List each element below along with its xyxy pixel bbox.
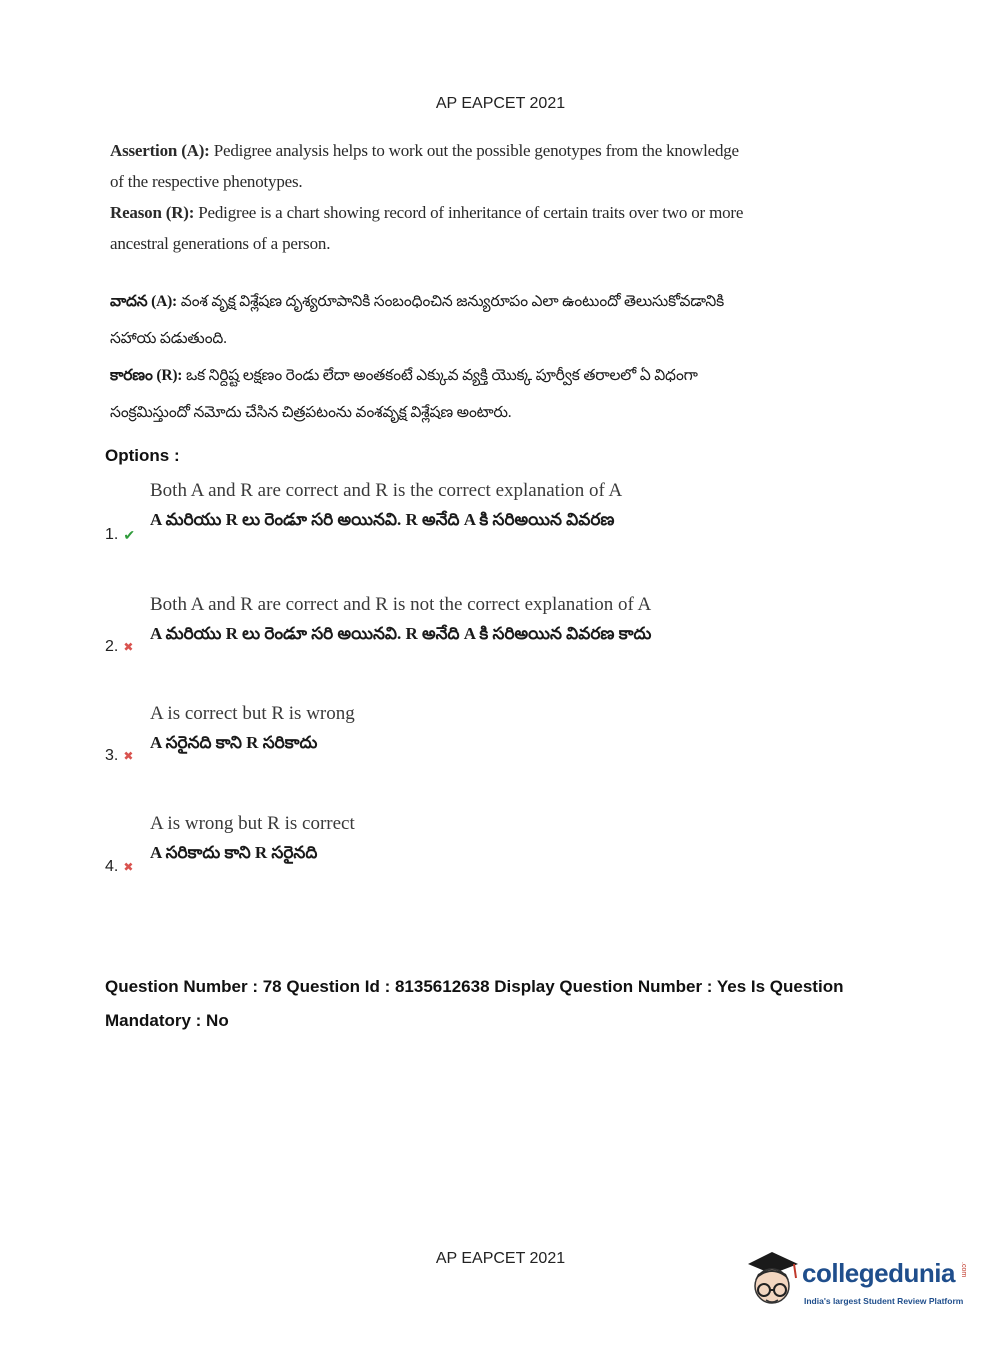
reason-te-label: కారణం (R): (110, 367, 183, 384)
option-1-number (105, 526, 135, 544)
option-2-telugu: A మరియు R లు రెండూ సరి అయినవి. R అనేది A కి సరిఅయిన వివరణ కాదు (150, 624, 652, 643)
cross-icon: ✖ (123, 640, 134, 654)
option-1-num-label: 1. (105, 526, 119, 543)
option-2-num-label: 2. (105, 638, 119, 655)
option-4-english: A is wrong but R is correct (150, 813, 355, 834)
assertion-te (110, 283, 750, 357)
reason-te-text: ఒక నిర్దిష్ట లక్షణం రెండు లేదా అంతకంటే ఎక్కువ వ్యక్తి యొక్క పూర్వీక తరాలలో ఏ విధంగా సంక్రమిస్తుందో నమోదు చేసిన చిత్రపటంను వంశవృక్ష విశ్లేషణ అంటారు. (110, 367, 698, 421)
question-telugu (110, 283, 750, 431)
check-icon: ✔ (123, 526, 136, 543)
page-header: AP EAPCET 2021 (435, 95, 566, 112)
option-1[interactable] (105, 480, 805, 560)
option-2[interactable] (105, 594, 805, 674)
question-english (110, 135, 750, 259)
option-2-number (105, 638, 133, 656)
option-4-number (105, 858, 133, 876)
option-1-telugu: A మరియు R లు రెండూ సరి అయినవి. R అనేది A కి సరిఅయిన వివరణ (150, 510, 615, 529)
reason-en (110, 197, 750, 259)
reason-en-label: Reason (R): (110, 203, 195, 222)
option-3-num-label: 3. (105, 747, 119, 764)
assertion-en (110, 135, 750, 197)
assertion-en-label: Assertion (A): (110, 141, 210, 160)
page-footer: AP EAPCET 2021 (435, 1250, 566, 1267)
option-4[interactable] (105, 813, 805, 893)
assertion-te-text: వంశ వృక్ష విశ్లేషణ దృశ్యరూపానికి సంబంధించిన జన్యురూపం ఎలా ఉంటుందో తెలుసుకోవడానికి సహాయ పడుతుంది. (110, 293, 725, 347)
option-3[interactable] (105, 703, 805, 783)
question-metadata: Question Number : 78 Question Id : 8135612638 Display Question Number : Yes Is Question Mandatory : No (105, 977, 844, 1030)
reason-te (110, 357, 750, 431)
reason-en-text: Pedigree is a chart showing record of inheritance of certain traits over two or more ancestral generations of a person. (110, 203, 744, 253)
option-3-telugu: A సరైనది కాని R సరికాదు (150, 733, 318, 752)
options-label: Options : (105, 446, 180, 465)
option-3-number (105, 747, 133, 765)
mascot-icon (742, 1250, 804, 1316)
assertion-en-text: Pedigree analysis helps to work out the possible genotypes from the knowledge of the respective phenotypes. (110, 141, 739, 191)
logo-tagline: India's largest Student Review Platform (804, 1296, 964, 1306)
option-4-telugu: A సరికాదు కాని R సరైనది (150, 843, 318, 862)
option-4-num-label: 4. (105, 858, 119, 875)
cross-icon: ✖ (123, 749, 134, 763)
assertion-te-label: వాదన (A): (110, 293, 178, 310)
logo-com: .com (960, 1262, 967, 1278)
option-3-english: A is correct but R is wrong (150, 703, 355, 724)
logo-name: collegedunia (802, 1258, 955, 1288)
cross-icon: ✖ (123, 860, 134, 874)
option-1-english: Both A and R are correct and R is the correct explanation of A (150, 480, 623, 501)
option-2-english: Both A and R are correct and R is not the correct explanation of A (150, 594, 652, 615)
collegedunia-logo (742, 1250, 972, 1316)
